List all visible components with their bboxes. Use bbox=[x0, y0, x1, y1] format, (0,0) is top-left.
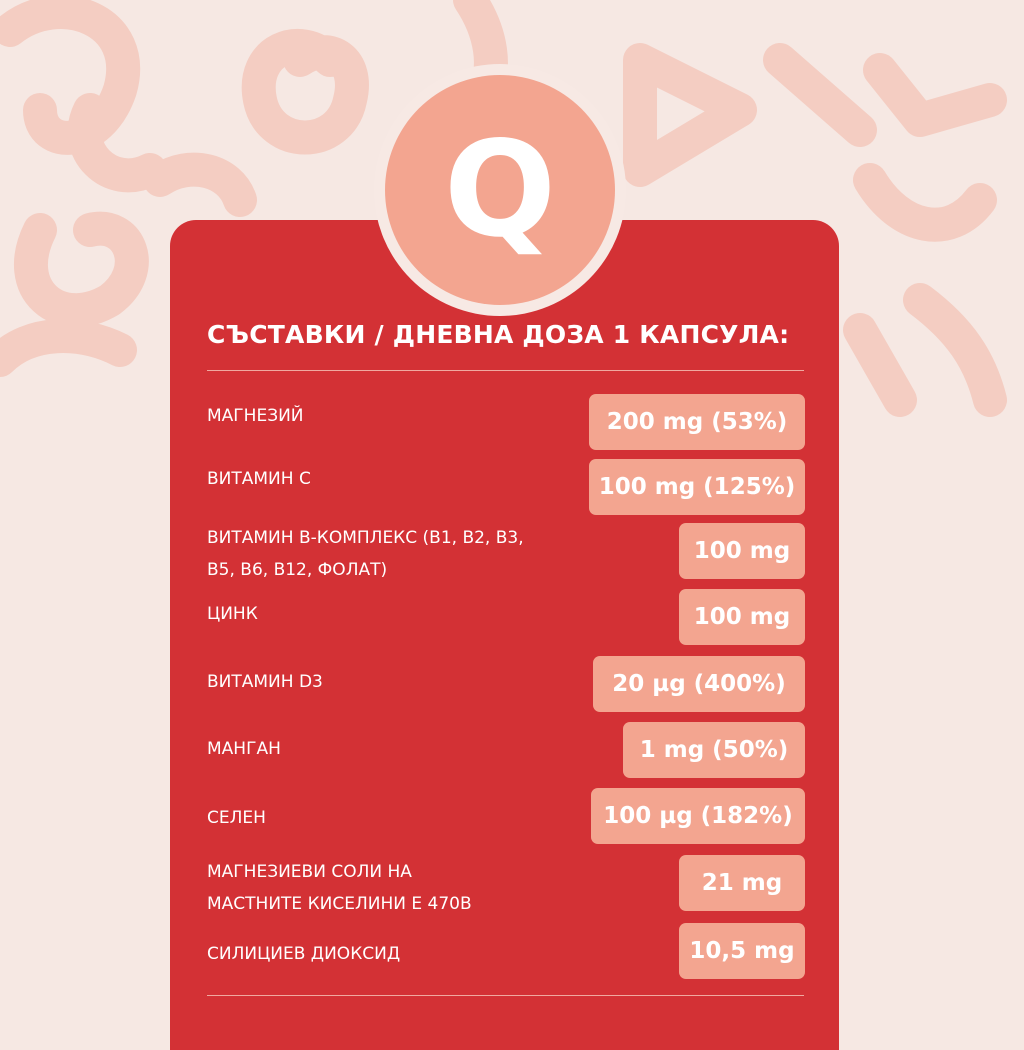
ingredient-name-line1: МАГНЕЗИЕВИ СОЛИ НА bbox=[207, 862, 412, 882]
ingredient-name: МАГНЕЗИЙ bbox=[207, 406, 304, 426]
logo-letter: Q bbox=[443, 113, 557, 267]
ingredient-amount: 100 mg (125%) bbox=[589, 459, 805, 515]
ingredient-amount: 20 µg (400%) bbox=[593, 656, 805, 712]
ingredient-name-line2: B5, B6, B12, ФОЛАТ) bbox=[207, 560, 388, 580]
ingredient-name: ВИТАМИН C bbox=[207, 469, 311, 489]
ingredient-name-line2: МАСТНИТЕ КИСЕЛИНИ Е 470B bbox=[207, 894, 472, 914]
ingredient-name: МАНГАН bbox=[207, 739, 281, 759]
ingredient-name: ВИТАМИН D3 bbox=[207, 672, 323, 692]
ingredient-name: ЦИНК bbox=[207, 604, 258, 624]
ingredient-name: СИЛИЦИЕВ ДИОКСИД bbox=[207, 944, 401, 964]
bottom-divider bbox=[207, 995, 804, 996]
ingredient-amount: 100 µg (182%) bbox=[591, 788, 805, 844]
ingredient-name-line1: ВИТАМИН B-КОМПЛЕКС (B1, B2, B3, bbox=[207, 528, 524, 548]
ingredient-name: СЕЛЕН bbox=[207, 808, 266, 828]
ingredient-amount: 100 mg bbox=[679, 523, 805, 579]
ingredient-amount: 1 mg (50%) bbox=[623, 722, 805, 778]
section-title: СЪСТАВКИ / ДНЕВНА ДОЗА 1 КАПСУЛА: bbox=[207, 320, 790, 349]
ingredient-amount: 21 mg bbox=[679, 855, 805, 911]
ingredient-amount: 100 mg bbox=[679, 589, 805, 645]
ingredient-amount: 200 mg (53%) bbox=[589, 394, 805, 450]
top-divider bbox=[207, 370, 804, 371]
ingredient-amount: 10,5 mg bbox=[679, 923, 805, 979]
